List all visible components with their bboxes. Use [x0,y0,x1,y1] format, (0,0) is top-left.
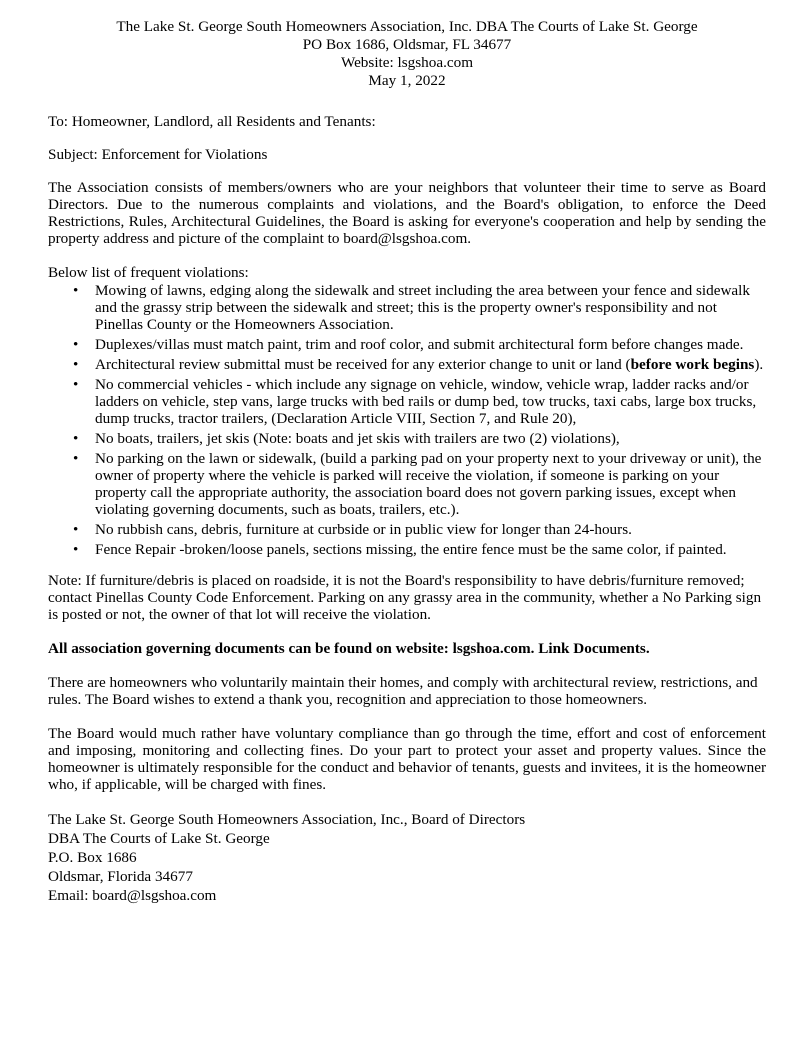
bullet-icon: • [73,282,79,299]
violations-list [48,282,766,558]
violation-text: Mowing of lawns, edging along the sidewalk and street including the area between your fence and sidewalk and the grassy strip between the sidewalk and street; this is the property owner's responsibility and not Pinellas County or the Homeowners Association. [95,282,750,333]
org-name-line: The Lake St. George South Homeowners Association, Inc. DBA The Courts of Lake St. George [116,18,698,35]
bullet-icon: • [73,430,79,447]
violation-text: No boats, trailers, jet skis (Note: boats and jet skis with trailers are two (2) violations), [95,430,620,447]
bullet-icon: • [73,450,79,467]
list-item [73,521,766,538]
list-item [73,336,766,353]
list-item [73,430,766,447]
list-item [73,450,766,518]
violation-text: Duplexes/villas must match paint, trim and roof color, and submit architectural form before changes made. [95,336,744,353]
bullet-icon: • [73,336,79,353]
bullet-icon: • [73,541,79,558]
recipient-line: To: Homeowner, Landlord, all Residents and Tenants: [48,113,376,130]
violation-text: Fence Repair -broken/loose panels, sections missing, the entire fence must be the same color, if painted. [95,541,727,558]
list-item [73,356,766,373]
intro-paragraph: The Association consists of members/owners who are your neighbors that volunteer their time to serve as Board Directors. Due to the numerous complaints and violations, and the Board's obligation, to enforce the Deed Restrictions, Rules, Architectural Guidelines, the Board is asking for everyone's cooperation and help by sending the property address and picture of the complaint to board@lsgshoa.com. [48,179,766,247]
bullet-icon: • [73,521,79,538]
letter-date: May 1, 2022 [368,72,446,89]
bullet-icon: • [73,376,79,393]
signature-email: Email: board@lsgshoa.com [48,887,217,904]
website-line: Website: lsgshoa.com [340,54,474,71]
thanks-paragraph: There are homeowners who voluntarily maintain their homes, and comply with architectural review, restrictions, and rules. The Board wishes to extend a thank you, recognition and appreciation to those homeowners. [48,674,758,708]
signature-po-box: P.O. Box 1686 [48,849,137,866]
note-paragraph: Note: If furniture/debris is placed on roadside, it is not the Board's responsibility to have debris/furniture removed; contact Pinellas County Code Enforcement. Parking on any grassy area in the community, whether a No Parking sign is posted or not, the owner of that lot will receive the violation. [48,572,762,623]
letter-page [48,18,766,905]
address-line: PO Box 1686, Oldsmar, FL 34677 [302,36,512,53]
violation-emphasis: before work begins [630,356,755,373]
list-item [73,541,766,558]
violation-text-end: ). [754,356,764,373]
signature-block [48,810,766,905]
subject-line: Subject: Enforcement for Violations [48,146,268,163]
signature-city: Oldsmar, Florida 34677 [48,868,193,885]
violation-text: Architectural review submittal must be received for any exterior change to unit or land ( [95,356,631,373]
compliance-paragraph: The Board would much rather have voluntary compliance than go through the time, effort and cost of enforcement and imposing, monitoring and collecting fines. Do your part to protect your asset and property values. Since the homeowner is ultimately responsible for the conduct and behavior of tenants, guests and invitees, it is the homeowner who, if applicable, will be charged with fines. [48,725,766,793]
violation-text: No parking on the lawn or sidewalk, (build a parking pad on your property next to your driveway or unit), the owner of property where the vehicle is parked will receive the violation, if someone is parking on your property call the appropriate authority, the association board does not govern parking issues, except when violating governing documents, such as boats, trailers, etc.). [95,450,762,518]
list-item [73,376,766,427]
signature-org: The Lake St. George South Homeowners Association, Inc., Board of Directors [48,811,526,828]
violation-text: No rubbish cans, debris, furniture at curbside or in public view for longer than 24-hours. [95,521,632,538]
letter-header [48,18,766,90]
documents-notice: All association governing documents can be found on website: lsgshoa.com. Link Documents. [48,640,650,657]
bullet-icon: • [73,356,79,373]
violations-list-title: Below list of frequent violations: [48,264,249,281]
signature-dba: DBA The Courts of Lake St. George [48,830,270,847]
list-item [73,282,766,333]
violation-text: No commercial vehicles - which include any signage on vehicle, window, vehicle wrap, ladder racks and/or ladders on vehicle, step vans, large trucks with bed rails or dump bed, tow trucks, taxi cabs, large box trucks, dump trucks, tractor trailers, (Declaration Article VIII, Section 7, and Rule 20), [95,376,757,427]
